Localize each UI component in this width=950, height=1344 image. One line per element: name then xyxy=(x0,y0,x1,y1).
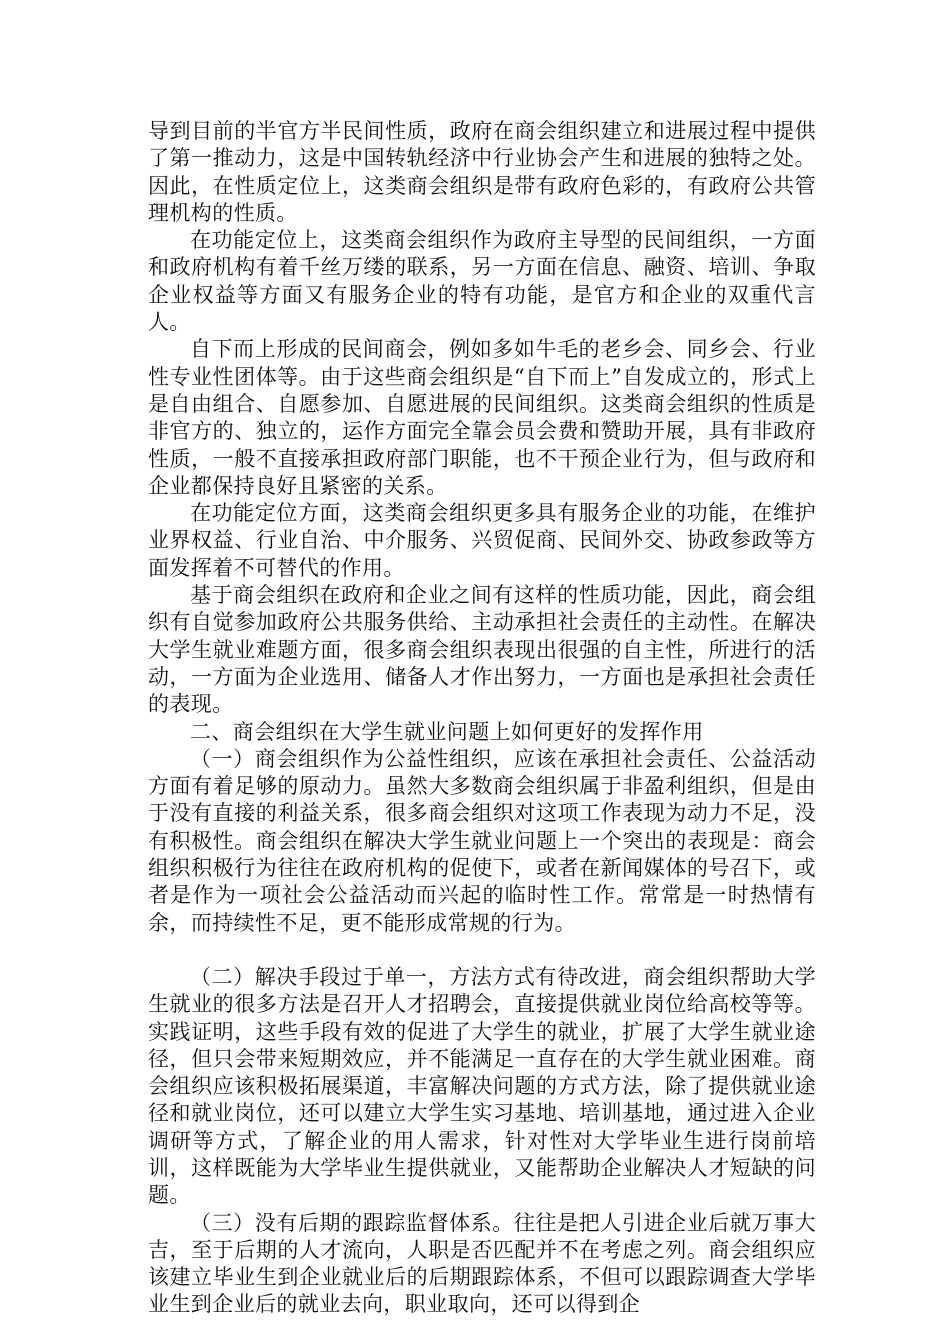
section-heading-two: 二、商会组织在大学生就业问题上如何更好的发挥作用 xyxy=(190,719,704,744)
document-body xyxy=(148,118,816,1319)
paragraph-point-one: （一）商会组织作为公益性组织，应该在承担社会责任、公益活动方面有着足够的原动力。虽然大多数商会组织属于非盈利组织，但是由于没有直接的利益关系，很多商会组织对这项工作表现为动力不足，没有积极性。商会组织在解决大学生就业问题上一个突出的表现是：商会组织积极行为往往在政府机构的促使下，或者在新闻媒体的号召下，或者是作为一项社会公益活动而兴起的临时性工作。常常是一时热情有余，而持续性不足，更不能形成常规的行为。 xyxy=(148,746,816,935)
paragraph-function-aspects: 在功能定位方面，这类商会组织更多具有服务企业的功能，在维护业界权益、行业自治、中介服务、兴贸促商、民间外交、协政参政等方面发挥着不可替代的作用。 xyxy=(148,501,816,580)
paragraph-function-positioning: 在功能定位上，这类商会组织作为政府主导型的民间组织，一方面和政府机构有着千丝万缕的联系，另一方面在信息、融资、培训、争取企业权益等方面又有服务企业的特有功能，是官方和企业的双重代言人。 xyxy=(148,228,816,335)
paragraph-point-three: （三）没有后期的跟踪监督体系。往往是把人引进企业后就万事大吉，至于后期的人才流向，人职是否匹配并不在考虑之列。商会组织应该建立毕业生到企业就业后的后期跟踪体系，不但可以跟踪调查大学毕业生到企业后的就业去向，职业取向，还可以得到企 xyxy=(148,1210,816,1317)
paragraph-point-two: （二）解决手段过于单一，方法方式有待改进，商会组织帮助大学生就业的很多方法是召开人才招聘会，直接提供就业岗位给高校等等。实践证明，这些手段有效的促进了大学生的就业，扩展了大学生就业途径，但只会带来短期效应，并不能满足一直存在的大学生就业困难。商会组织应该积极拓展渠道，丰富解决问题的方式方法，除了提供就业途径和就业岗位，还可以建立大学生实习基地、培训基地，通过进入企业调研等方式，了解企业的用人需求，针对性对大学毕业生进行岗前培训，这样既能为大学毕业生提供就业，又能帮助企业解决人才短缺的问题。 xyxy=(148,964,816,1208)
paragraph-bottom-up-chambers: 自下而上形成的民间商会，例如多如牛毛的老乡会、同乡会、行业性专业性团体等。由于这些商会组织是“自下而上”自发成立的，形式上是自由组合、自愿参加、自愿进展的民间组织。这类商会组织的性质是非官方的、独立的，运作方面完全靠会员会费和赞助开展，具有非政府性质，一般不直接承担政府部门职能，也不干预企业行为，但与政府和企业都保持良好且紧密的关系。 xyxy=(148,337,816,498)
paragraph-based-on-nature: 基于商会组织在政府和企业之间有这样的性质功能，因此，商会组织有自觉参加政府公共服务供给、主动承担社会责任的主动性。在解决大学生就业难题方面，很多商会组织表现出很强的自主性，所进行的活动，一方面为企业选用、储备人才作出努力，一方面也是承担社会责任的表现。 xyxy=(148,583,816,717)
paragraph-continued: 导到目前的半官方半民间性质，政府在商会组织建立和进展过程中提供了第一推动力，这是中国转轨经济中行业协会产生和进展的独特之处。因此，在性质定位上，这类商会组织是带有政府色彩的，有政府公共管理机构的性质。 xyxy=(148,119,816,225)
